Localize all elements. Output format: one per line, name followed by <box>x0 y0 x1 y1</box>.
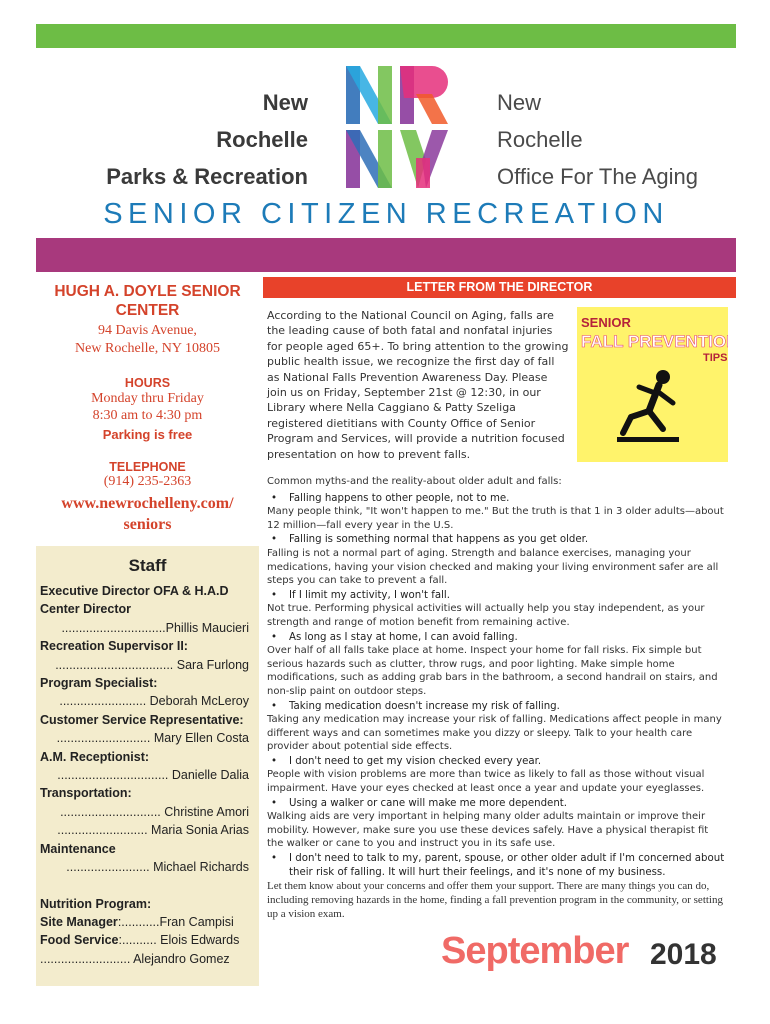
staff-name: ................................ Danielle Dalia <box>57 768 249 783</box>
myths-lead: Common myths-and the reality-about older adult and falls: <box>267 476 562 487</box>
staff-name: .......................... Maria Sonia Arias <box>57 823 249 838</box>
myth-question: • I don't need to talk to my, parent, spouse, or other older adult if I'm concerned about their risk of falling. It will hurt their feelings, and it's none of my business. <box>267 852 727 879</box>
year-label: 2018 <box>650 938 717 971</box>
staff-name: .......................... Alejandro Gomez <box>40 951 230 966</box>
website-line[interactable]: www.newrochelleny.com/ <box>61 495 234 512</box>
staff-name: :...........Fran Campisi <box>117 914 234 929</box>
header-left-line: Parks & Recreation <box>106 164 308 189</box>
staff-role: Recreation Supervisor II: <box>40 639 188 654</box>
myth-item <box>267 700 727 754</box>
myth-answer: Falling is not a normal part of aging. Strength and balance exercises, managing your medications, having your vision checked and making your living environment safer are all steps you can take to prevent a fall. <box>267 547 719 587</box>
header-left-line: Rochelle <box>216 127 308 152</box>
myth-question: • Using a walker or cane will make me more dependent. <box>267 797 727 811</box>
myth-question: • As long as I stay at home, I can avoid falling. <box>267 631 727 645</box>
hours-days: Monday thru Friday <box>91 391 204 406</box>
website-line[interactable]: seniors <box>123 516 172 533</box>
myths-section <box>267 475 727 921</box>
myth-answer: Over half of all falls take place at home. Inspect your home for fall risks. Fix simple but serious hazards such as clutter, throw rugs, and poor lighting. Make simple home modifications, such as adding grab bars in the bathroom, a second handrail on stairs, and non-slip paint on outdoor steps. <box>267 645 718 697</box>
myth-answer: Let them know about your concerns and offer them your support. There are many things you can do, including removing hazards in the home, finding a fall prevention program in the community, or setting up a vision exam. <box>267 880 723 921</box>
center-address <box>36 322 259 358</box>
center-name-line: CENTER <box>115 302 180 319</box>
spacer <box>40 877 249 895</box>
center-name-line: HUGH A. DOYLE SENIOR <box>54 283 241 300</box>
staff-heading: Staff <box>128 556 167 575</box>
address-line: New Rochelle, NY 10805 <box>75 341 220 356</box>
fall-prevention-graphic <box>577 307 728 462</box>
staff-name: ............................. Christine Amori <box>60 804 249 819</box>
staff-name: ......................... Deborah McLeroy <box>59 694 249 709</box>
header-right-line: New <box>497 90 542 115</box>
logo-letter-r-top <box>400 66 448 124</box>
logo-letter-y-bottom <box>400 130 448 188</box>
myth-item <box>267 852 727 921</box>
letter-heading: LETTER FROM THE DIRECTOR <box>263 277 736 298</box>
myth-question: • Falling happens to other people, not to me. <box>267 492 727 506</box>
letter-intro: According to the National Council on Aging, falls are the leading cause of both fatal and nonfatal injuries for people aged 65+. To bring attention to the growing public health issue, we recognize the first day of fall as National Falls Prevention Awareness Day. Please join us on Friday, September 21st @ 12:30, in our Library where Nella Caggiano & Patty Szeliga registered dietitians with County Office of Senior Program and Services, will provide a nutrition focused presentation on how to prevent falls. <box>267 309 569 461</box>
myth-item <box>267 631 727 699</box>
header-left-line: New <box>262 90 308 115</box>
staff-name: ........................ Michael Richards <box>66 860 249 875</box>
nrny-logo <box>344 64 450 192</box>
top-green-bar <box>36 24 736 48</box>
staff-role: Executive Director OFA & H.A.D Center Director <box>40 584 229 617</box>
staff-role: Maintenance <box>40 841 116 856</box>
myth-question: • Taking medication doesn't increase my risk of falling. <box>267 700 727 714</box>
fall-prevention-badge <box>577 307 728 462</box>
myth-question: • I don't need to get my vision checked every year. <box>267 755 727 769</box>
address-line: 94 Davis Avenue, <box>98 323 197 338</box>
staff-role: Site Manager <box>40 914 118 929</box>
staff-name: .................................. Sara Furlong <box>55 657 249 672</box>
myth-answer: People with vision problems are more than twice as likely to fall as those without visual impairment. Have your eyes checked at least once a year and update your eyeglasses. <box>267 769 705 795</box>
center-info-panel <box>36 276 259 546</box>
myth-item <box>267 589 727 630</box>
staff-role: Food Service <box>40 933 119 948</box>
center-name <box>36 282 259 320</box>
badge-tips-text: TIPS <box>703 352 728 364</box>
parking-note: Parking is free <box>102 427 193 442</box>
staff-name: ........................... Mary Ellen Costa <box>56 731 249 746</box>
header-right-line: Office For The Aging <box>497 164 698 189</box>
myth-item <box>267 492 727 533</box>
parks-recreation-name <box>106 84 308 195</box>
falling-person-icon <box>617 370 679 442</box>
nutrition-heading: Nutrition Program: <box>40 896 152 911</box>
myth-answer: Taking any medication may increase your risk of falling. Medications affect people in many different ways and can sometimes make you dizzy or sleepy. Talk to your health care provider about potential side effects. <box>267 714 722 753</box>
myth-answer: Not true. Performing physical activities will actually help you stay independent, as your strength and range of motion benefit from remaining active. <box>267 603 705 628</box>
hours-time: 8:30 am to 4:30 pm <box>92 408 203 423</box>
staff-role: Transportation: <box>40 786 132 801</box>
staff-name: :.......... Elois Edwards <box>118 933 240 948</box>
myth-item <box>267 755 727 796</box>
myth-item <box>267 533 727 587</box>
page-title: SENIOR CITIZEN RECREATION <box>103 198 669 230</box>
telephone-heading: TELEPHONE <box>109 460 186 474</box>
hours-heading: HOURS <box>124 376 171 390</box>
website-link[interactable] <box>36 493 259 535</box>
office-for-aging-name <box>497 84 698 195</box>
telephone-number: (914) 235-2363 <box>103 474 192 489</box>
logo-letter-n-top <box>346 66 392 124</box>
myth-question: • If I limit my activity, I won't fall. <box>267 589 727 603</box>
staff-role: A.M. Receptionist: <box>40 749 150 764</box>
logo-letter-n-bottom <box>346 130 392 188</box>
site-manager-row <box>40 913 249 931</box>
myth-question: • Falling is something normal that happens as you get older. <box>267 533 727 547</box>
myth-answer: Walking aids are very important in helping many older adults maintain or improve their mobility. However, make sure you use these devices safely. Have a physical therapist fit the walker or cane to you and instruct you in its safe use. <box>267 811 709 850</box>
staff-role: Program Specialist: <box>40 676 158 691</box>
myth-answer: Many people think, "It won't happen to me." But the truth is that 1 in 3 older adults—about 12 million—fall every year in the U.S. <box>267 506 724 531</box>
food-service-row <box>40 931 249 949</box>
header-right-line: Rochelle <box>497 127 583 152</box>
month-label: September <box>441 930 629 972</box>
staff-panel <box>36 546 259 986</box>
myth-item <box>267 797 727 851</box>
magenta-divider-bar <box>36 238 736 272</box>
staff-role: Customer Service Representative: <box>40 712 244 727</box>
staff-list <box>36 582 259 968</box>
staff-name: ..............................Phillis Maucieri <box>61 620 249 635</box>
badge-senior-text: SENIOR <box>581 315 631 330</box>
badge-fall-prevention-text: FALL PREVENTION <box>581 332 728 351</box>
